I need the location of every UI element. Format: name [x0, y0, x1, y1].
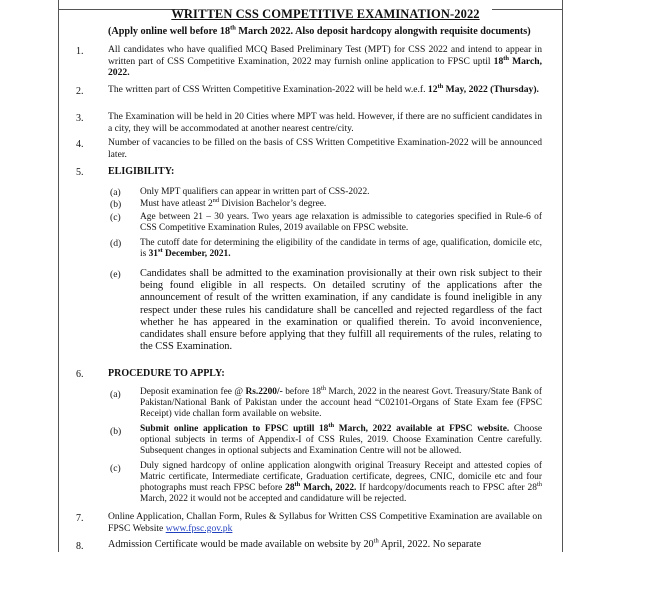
item-number: 1.: [76, 46, 84, 57]
page-border-left: [58, 0, 59, 552]
procedure-label: (c): [110, 463, 121, 474]
eligibility-text-a: Only MPT qualifiers can appear in written part of CSS-2022.: [140, 187, 370, 197]
eligibility-text-b: Must have atleast 2nd Division Bachelor’s degree.: [140, 196, 327, 209]
eligibility-text-c: Age between 21 – 30 years. Two years age relaxation is admissible to categories specified in Rule-6 of CSS Competitive Examination Rules, 2019 available on FPSC website.: [140, 212, 542, 233]
item-text-2: The written part of CSS Written Competitive Examination-2022 will be held w.e.f. 12th May, 2022 (Thursday).: [108, 82, 539, 95]
item-number: 5.: [76, 167, 84, 178]
eligibility-label: (d): [110, 238, 122, 249]
document-subtitle: (Apply online well before 18th March 2022. Also deposit hardcopy alongwith requisite documents): [108, 24, 531, 37]
item-number: 8.: [76, 541, 84, 552]
item-number: 7.: [76, 513, 84, 524]
procedure-text-b: Submit online application to FPSC uptill 18th March, 2022 available at FPSC website. Choose optional subjects in terms of Appendix-I of CSS Rules, 2019. Choose Examination Centre carefully. Subsequent changes in optional subjects and Examination Centre will not be allowed.: [140, 421, 543, 456]
procedure-heading: PROCEDURE TO APPLY:: [108, 368, 225, 379]
item-text-3: The Examination will be held in 20 Cities where MPT was held. However, if there are no sufficient candidates in a city, they will be accommodated at another nearest centre/city.: [108, 111, 542, 134]
procedure-text-a: Deposit examination fee @ Rs.2200/- before 18th March, 2022 in the nearest Govt. Treasury/State Bank of Pakistan/National Bank of Pakistan under the account head “C02101-Organs of State Exam fee (FPSC Receipt) vide challan form available on website.: [140, 384, 542, 419]
item-number: 2.: [76, 86, 84, 97]
eligibility-heading: ELIGIBILITY:: [108, 166, 175, 177]
eligibility-label: (e): [110, 269, 121, 280]
item-number: 3.: [76, 113, 84, 124]
document-title: WRITTEN CSS COMPETITIVE EXAMINATION-2022: [171, 7, 480, 21]
eligibility-label: (a): [110, 187, 121, 198]
eligibility-label: (b): [110, 199, 122, 210]
eligibility-text-d: The cutoff date for determining the eligibility of the candidate in terms of age, qualification, domicile etc, is 31st December, 2021.: [140, 238, 542, 259]
item-text-1: All candidates who have qualified MCQ Based Preliminary Test (MPT) for CSS 2022 and intend to appear in written part of CSS Competitive Examination, 2022 may furnish online application to FPSC uptil 18th March, 2022.: [108, 44, 543, 78]
item-text-7: Online Application, Challan Form, Rules & Syllabus for Written CSS Competitive Examination are available on FPSC Website www.fpsc.gov.pk: [108, 511, 542, 534]
eligibility-text-e: Candidates shall be admitted to the examination provisionally at their own risk subject to their being found eligible in all respects. On detailed scrutiny of the applications after the announcement of result of the written examination, if any candidate is found ineligible in any respect under these rules his candidature shall be cancelled and rejected regardless of the fact whether he has appeared in the examination or qualified therein. To avoid inconvenience, candidates shall ensure before applying that they fulfill all requirements of the rules, relating to the CSS Examination.: [140, 268, 542, 353]
procedure-label: (a): [110, 389, 121, 400]
page-border-right: [562, 0, 563, 552]
item-text-4: Number of vacancies to be filled on the basis of CSS Written Competitive Examination-2022 will be announced later.: [108, 137, 542, 160]
item-text-8: Admission Certificate would be made available on website by 20th April, 2022. No separate: [108, 537, 482, 550]
eligibility-label: (c): [110, 212, 121, 223]
fpsc-website-link[interactable]: www.fpsc.gov.pk: [165, 522, 233, 534]
procedure-label: (b): [110, 426, 122, 437]
procedure-text-c: Duly signed hardcopy of online application alongwith original Treasury Receipt and attested copies of Matric certificate, Intermediate certificate, Graduation certificate, degrees, CNIC, domicile etc and four photographs must reach FPSC before 28th March, 2022. If hardcopy/documents reach to FPSC after 28th March, 2022 it would not be accepted and candidature will be rejected.: [140, 461, 542, 504]
item-number: 6.: [76, 369, 84, 380]
item-number: 4.: [76, 139, 84, 150]
